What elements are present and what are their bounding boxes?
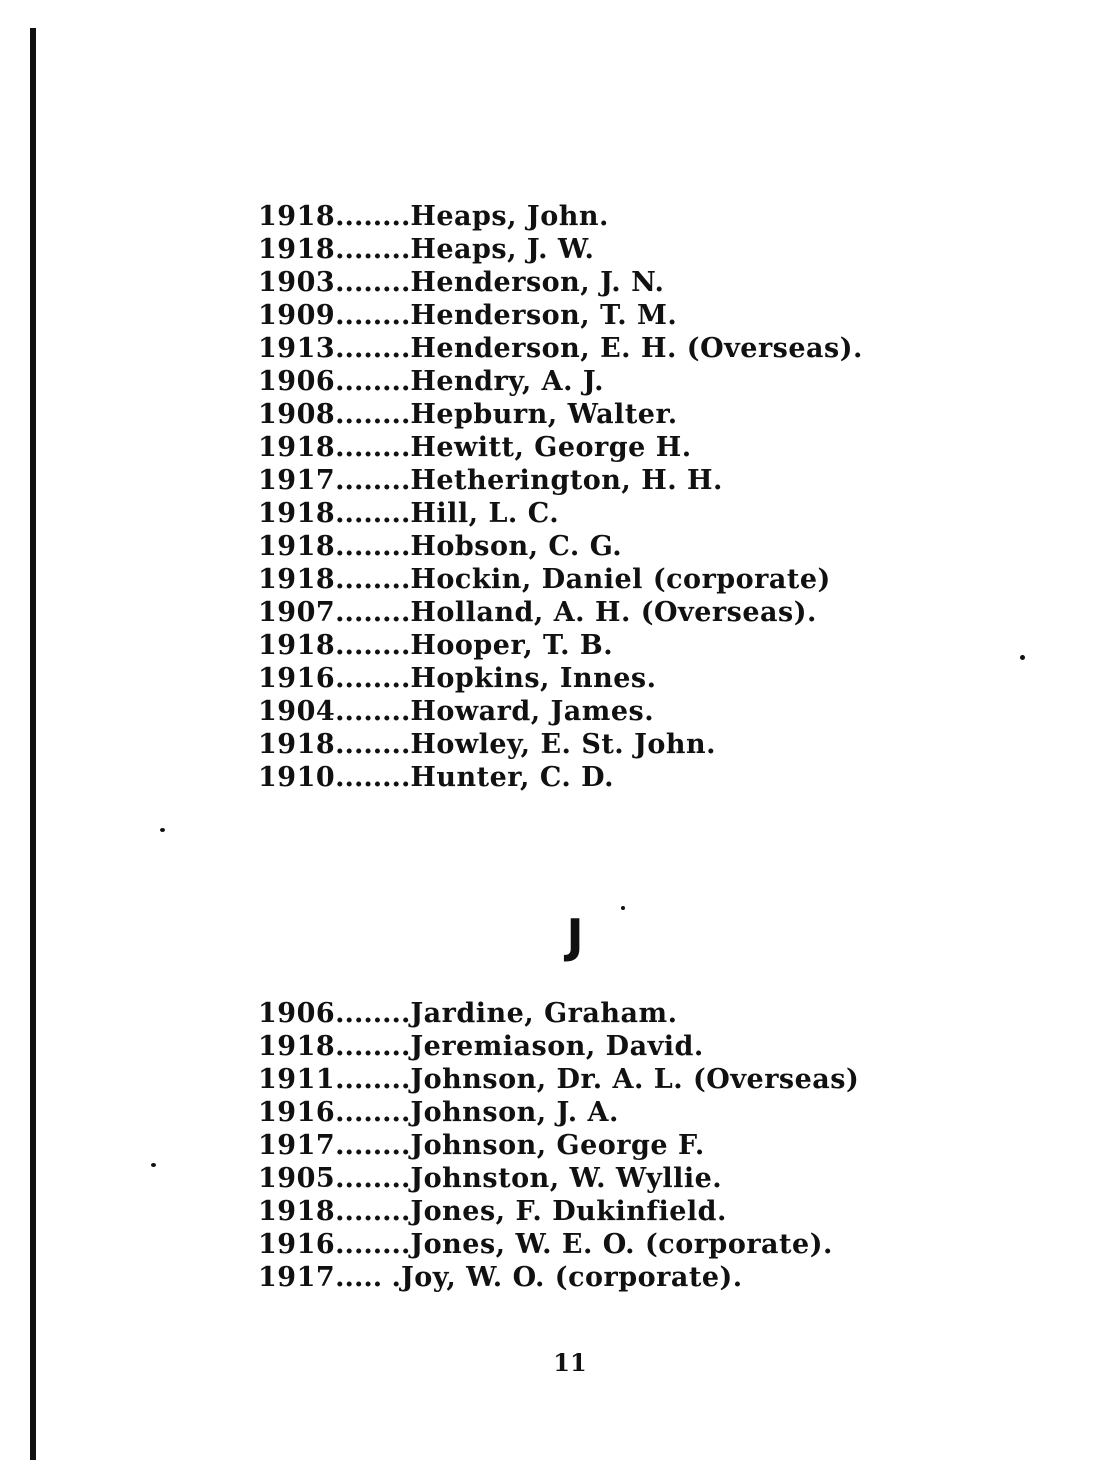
entry-name: Jeremiason, David. (410, 1031, 704, 1062)
member-list-j (258, 997, 859, 1294)
entry-name: Hobson, C. G. (410, 531, 623, 562)
print-speck (151, 1163, 156, 1167)
entry-name: Johnson, J. A. (410, 1097, 619, 1128)
list-item (258, 200, 863, 233)
entry-name: Hopkins, Innes. (410, 663, 657, 694)
list-item (258, 1129, 859, 1162)
list-item (258, 596, 863, 629)
entry-year: 1918 (258, 531, 336, 562)
list-item (258, 497, 863, 530)
dot-leader: ........ (335, 762, 411, 793)
entry-year: 1903 (258, 267, 336, 298)
entry-name: Johnson, George F. (410, 1130, 705, 1161)
dot-leader: ........ (335, 399, 411, 430)
entry-year: 1907 (258, 597, 336, 628)
entry-name: Hill, L. C. (410, 498, 560, 529)
print-speck (621, 906, 625, 910)
list-item (258, 530, 863, 563)
entry-year: 1905 (258, 1163, 336, 1194)
entry-year: 1906 (258, 998, 336, 1029)
entry-name: Henderson, T. M. (410, 300, 678, 331)
entry-year: 1909 (258, 300, 336, 331)
list-item (258, 629, 863, 662)
dot-leader: ........ (335, 366, 411, 397)
list-item (258, 365, 863, 398)
entry-name: Hetherington, H. H. (410, 465, 723, 496)
list-item (258, 695, 863, 728)
entry-name: Howard, James. (410, 696, 655, 727)
entry-name: Hooper, T. B. (410, 630, 614, 661)
list-item (258, 1261, 859, 1294)
entry-name: Heaps, John. (410, 201, 609, 232)
entry-year: 1918 (258, 630, 336, 661)
dot-leader: ........ (335, 465, 411, 496)
entry-name: Heaps, J. W. (410, 234, 595, 265)
entry-year: 1917 (258, 1130, 336, 1161)
list-item (258, 997, 859, 1030)
dot-leader: ........ (335, 564, 411, 595)
entry-name: Henderson, E. H. (Overseas). (410, 333, 863, 364)
dot-leader: ........ (335, 1196, 411, 1227)
entry-name: Hunter, C. D. (410, 762, 615, 793)
dot-leader: ........ (335, 663, 411, 694)
dot-leader: ..... . (335, 1262, 401, 1293)
entry-year: 1910 (258, 762, 336, 793)
entry-year: 1908 (258, 399, 336, 430)
list-item (258, 266, 863, 299)
list-item (258, 662, 863, 695)
dot-leader: ........ (335, 1130, 411, 1161)
entry-year: 1918 (258, 1031, 336, 1062)
entry-year: 1918 (258, 564, 336, 595)
section-heading-letter: J (566, 909, 584, 963)
list-item (258, 464, 863, 497)
entry-year: 1911 (258, 1064, 336, 1095)
entry-name: Hendry, A. J. (410, 366, 605, 397)
entry-year: 1918 (258, 234, 336, 265)
entry-year: 1918 (258, 1196, 336, 1227)
dot-leader: ........ (335, 1064, 411, 1095)
entry-name: Johnson, Dr. A. L. (Overseas) (410, 1064, 860, 1095)
list-item (258, 233, 863, 266)
dot-leader: ........ (335, 597, 411, 628)
entry-year: 1918 (258, 432, 336, 463)
list-item (258, 1096, 859, 1129)
dot-leader: ........ (335, 300, 411, 331)
list-item (258, 1030, 859, 1063)
list-item (258, 1063, 859, 1096)
dot-leader: ........ (335, 1229, 411, 1260)
member-list-h (258, 200, 863, 794)
dot-leader: ........ (335, 498, 411, 529)
entry-name: Joy, W. O. (corporate). (400, 1262, 743, 1293)
print-speck (1020, 655, 1025, 660)
dot-leader: ........ (335, 630, 411, 661)
entry-name: Holland, A. H. (Overseas). (410, 597, 817, 628)
entry-year: 1918 (258, 729, 336, 760)
entry-year: 1917 (258, 465, 336, 496)
entry-name: Hockin, Daniel (corporate) (410, 564, 831, 595)
dot-leader: ........ (335, 729, 411, 760)
list-item (258, 1228, 859, 1261)
entry-year: 1917 (258, 1262, 336, 1293)
list-item (258, 1162, 859, 1195)
dot-leader: ........ (335, 432, 411, 463)
entry-year: 1913 (258, 333, 336, 364)
left-margin-rule (30, 28, 36, 1460)
dot-leader: ........ (335, 531, 411, 562)
list-item (258, 728, 863, 761)
list-item (258, 761, 863, 794)
dot-leader: ........ (335, 1163, 411, 1194)
entry-name: Jardine, Graham. (410, 998, 678, 1029)
dot-leader: ........ (335, 267, 411, 298)
dot-leader: ........ (335, 1097, 411, 1128)
entry-year: 1916 (258, 663, 336, 694)
entry-name: Hepburn, Walter. (410, 399, 678, 430)
entry-name: Hewitt, George H. (410, 432, 692, 463)
entry-name: Jones, F. Dukinfield. (410, 1196, 727, 1227)
dot-leader: ........ (335, 333, 411, 364)
entry-year: 1918 (258, 498, 336, 529)
entry-name: Howley, E. St. John. (410, 729, 717, 760)
list-item (258, 1195, 859, 1228)
entry-year: 1916 (258, 1229, 336, 1260)
list-item (258, 332, 863, 365)
entry-name: Johnston, W. Wyllie. (410, 1163, 723, 1194)
dot-leader: ........ (335, 696, 411, 727)
dot-leader: ........ (335, 234, 411, 265)
entry-name: Henderson, J. N. (410, 267, 665, 298)
entry-year: 1918 (258, 201, 336, 232)
dot-leader: ........ (335, 998, 411, 1029)
dot-leader: ........ (335, 201, 411, 232)
entry-year: 1906 (258, 366, 336, 397)
page-number: 11 (553, 1348, 587, 1377)
list-item (258, 299, 863, 332)
print-speck (160, 828, 165, 832)
list-item (258, 431, 863, 464)
entry-name: Jones, W. E. O. (corporate). (410, 1229, 833, 1260)
dot-leader: ........ (335, 1031, 411, 1062)
list-item (258, 563, 863, 596)
list-item (258, 398, 863, 431)
entry-year: 1916 (258, 1097, 336, 1128)
entry-year: 1904 (258, 696, 336, 727)
